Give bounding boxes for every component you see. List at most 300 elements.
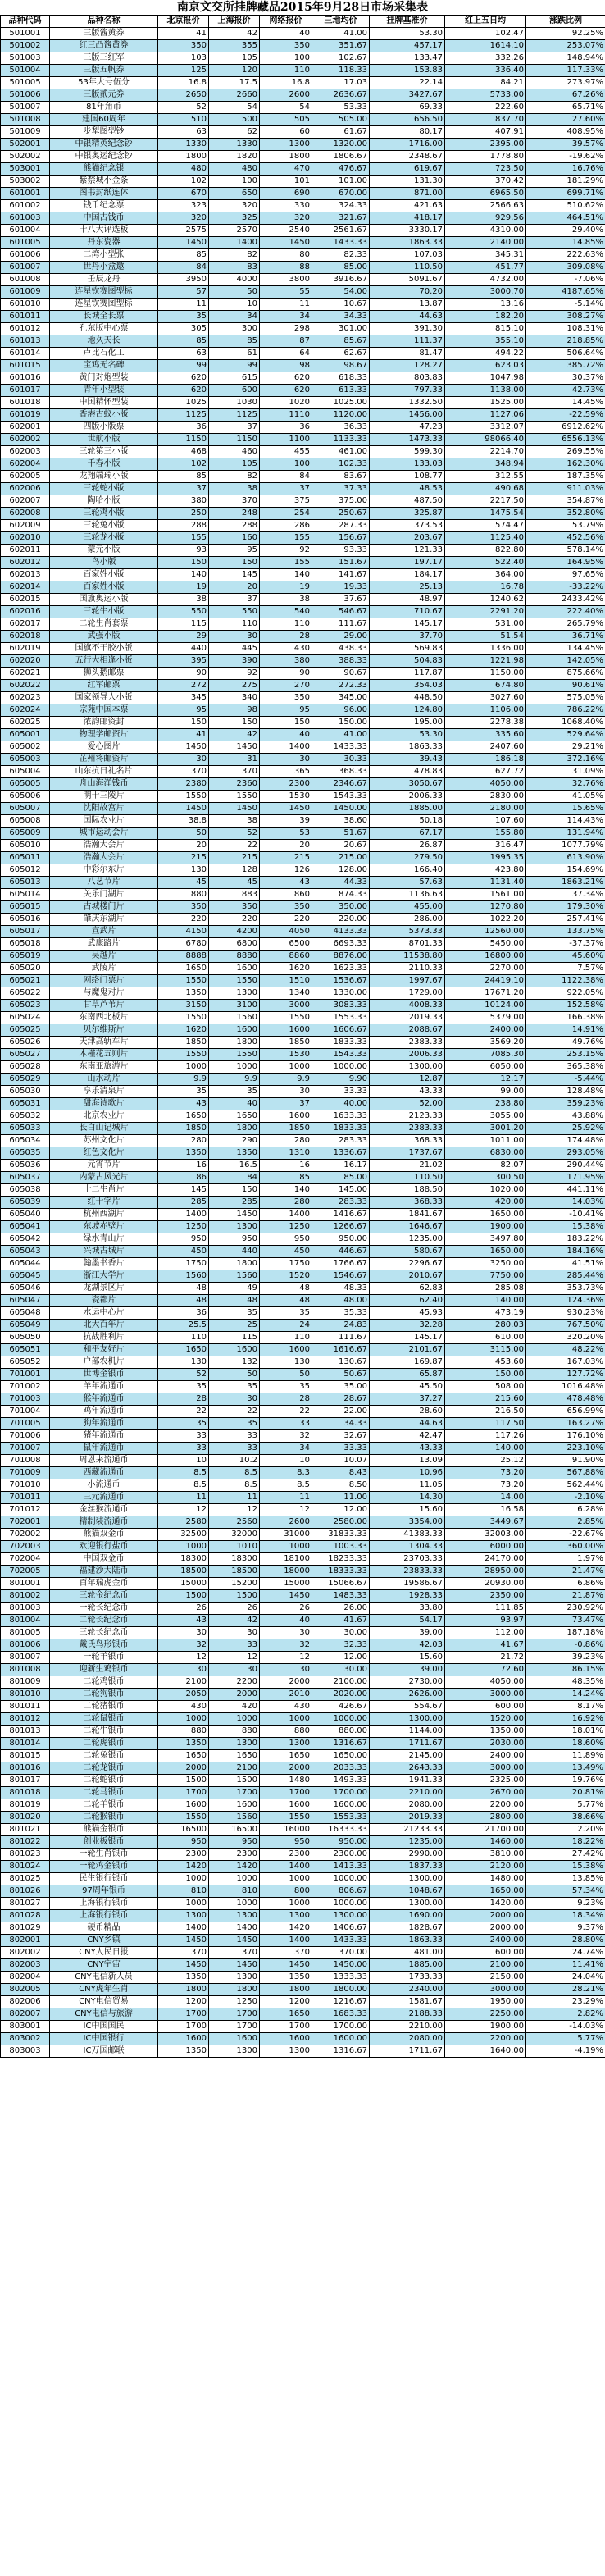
average-price-cell: 37.33: [312, 483, 370, 495]
change-ratio-cell: 290.44%: [526, 1160, 605, 1172]
shanghai-price-cell: 1550: [209, 975, 260, 987]
beijing-price-cell: 1550: [158, 1012, 209, 1024]
average-price-cell: 1433.33: [312, 1935, 370, 1947]
five-day-average-cell: 348.94: [445, 458, 526, 471]
code-cell: 801017: [1, 1775, 50, 1787]
five-day-average-cell: 140.00: [445, 1295, 526, 1307]
code-cell: 602019: [1, 643, 50, 655]
base-price-cell: 2145.00: [370, 1750, 445, 1762]
table-row: [1, 926, 605, 938]
table-row: [1, 1233, 605, 1246]
average-price-cell: 1600.00: [312, 2033, 370, 2045]
name-cell: 国旗不干胶小版: [50, 643, 158, 655]
shanghai-price-cell: 550: [209, 606, 260, 618]
online-price-cell: 88: [260, 262, 312, 274]
online-price-cell: 101: [260, 176, 312, 188]
average-price-cell: 8.43: [312, 1467, 370, 1479]
beijing-price-cell: 50: [158, 828, 209, 840]
name-cell: 翰墨书香片: [50, 1258, 158, 1270]
average-price-cell: 1120.00: [312, 409, 370, 422]
beijing-price-cell: 8.5: [158, 1467, 209, 1479]
five-day-average-cell: 335.60: [445, 729, 526, 741]
shanghai-price-cell: 1800: [209, 1037, 260, 1049]
shanghai-price-cell: 1550: [209, 791, 260, 803]
five-day-average-cell: 1650.00: [445, 1209, 526, 1221]
five-day-average-cell: 14.00: [445, 1492, 526, 1504]
base-price-cell: 169.87: [370, 1356, 445, 1369]
table-row: [1, 1885, 605, 1898]
table-row: [1, 1406, 605, 1418]
shanghai-price-cell: 288: [209, 520, 260, 532]
online-price-cell: 1450: [260, 237, 312, 249]
beijing-price-cell: 28: [158, 1393, 209, 1406]
beijing-price-cell: 550: [158, 606, 209, 618]
beijing-price-cell: 370: [158, 766, 209, 778]
average-price-cell: 1000.00: [312, 1898, 370, 1910]
table-row: [1, 655, 605, 668]
beijing-price-cell: 11: [158, 1492, 209, 1504]
code-cell: 605011: [1, 852, 50, 864]
change-ratio-cell: 133.75%: [526, 926, 605, 938]
beijing-price-cell: 20: [158, 840, 209, 852]
shanghai-price-cell: 50: [209, 286, 260, 299]
online-price-cell: 15000: [260, 1578, 312, 1590]
average-price-cell: 806.67: [312, 1885, 370, 1898]
base-price-cell: 1473.33: [370, 434, 445, 446]
base-price-cell: 2101.67: [370, 1344, 445, 1356]
shanghai-price-cell: 132: [209, 1356, 260, 1369]
name-cell: 享乐清泉片: [50, 1086, 158, 1098]
name-cell: 甘草芦苇片: [50, 1000, 158, 1012]
table-row: [1, 1541, 605, 1553]
shanghai-price-cell: 100: [209, 176, 260, 188]
shanghai-price-cell: 1300: [209, 987, 260, 1000]
average-price-cell: 1320.00: [312, 139, 370, 151]
code-cell: 602020: [1, 655, 50, 668]
five-day-average-cell: 4050.00: [445, 1676, 526, 1689]
beijing-price-cell: 1150: [158, 434, 209, 446]
shanghai-price-cell: 49: [209, 1283, 260, 1295]
shanghai-price-cell: 440: [209, 1246, 260, 1258]
shanghai-price-cell: 150: [209, 1184, 260, 1197]
shanghai-price-cell: 6800: [209, 938, 260, 951]
online-price-cell: 330: [260, 200, 312, 212]
code-cell: 605024: [1, 1012, 50, 1024]
base-price-cell: 57.63: [370, 877, 445, 889]
shanghai-price-cell: 1500: [209, 1775, 260, 1787]
online-price-cell: 37: [260, 483, 312, 495]
name-cell: 水运中心片: [50, 1307, 158, 1320]
table-row: [1, 594, 605, 606]
shanghai-price-cell: 1600: [209, 1024, 260, 1037]
name-cell: 长白山记城片: [50, 1123, 158, 1135]
average-price-cell: 96.00: [312, 704, 370, 717]
change-ratio-cell: 97.65%: [526, 569, 605, 581]
five-day-average-cell: 73.20: [445, 1479, 526, 1492]
table-row: [1, 557, 605, 569]
name-cell: 中银精英纪念钞: [50, 139, 158, 151]
base-price-cell: 11.05: [370, 1479, 445, 1492]
average-price-cell: 388.33: [312, 655, 370, 668]
name-cell: 卢比石化工: [50, 348, 158, 360]
average-price-cell: 283.33: [312, 1197, 370, 1209]
average-price-cell: 145.00: [312, 1184, 370, 1197]
beijing-price-cell: 32: [158, 1639, 209, 1652]
average-price-cell: 24.83: [312, 1320, 370, 1332]
beijing-price-cell: 90: [158, 668, 209, 680]
average-price-cell: 272.33: [312, 680, 370, 692]
table-row: [1, 2045, 605, 2058]
beijing-price-cell: 670: [158, 188, 209, 200]
change-ratio-cell: 529.64%: [526, 729, 605, 741]
code-cell: 503001: [1, 163, 50, 176]
five-day-average-cell: 1525.00: [445, 397, 526, 409]
name-cell: 内蒙古风光片: [50, 1172, 158, 1184]
name-cell: 中国双金币: [50, 1553, 158, 1566]
beijing-price-cell: 48: [158, 1283, 209, 1295]
five-day-average-cell: 5379.00: [445, 1012, 526, 1024]
average-price-cell: 48.00: [312, 1295, 370, 1307]
base-price-cell: 457.17: [370, 40, 445, 52]
shanghai-price-cell: 1800: [209, 1258, 260, 1270]
code-cell: 605049: [1, 1320, 50, 1332]
base-price-cell: 80.17: [370, 126, 445, 139]
code-cell: 601013: [1, 335, 50, 348]
average-price-cell: 30.00: [312, 1664, 370, 1676]
name-cell: 爱心图片: [50, 741, 158, 754]
beijing-price-cell: 1560: [158, 1270, 209, 1283]
online-price-cell: 37: [260, 1098, 312, 1110]
code-cell: 801021: [1, 1824, 50, 1836]
five-day-average-cell: 6965.50: [445, 188, 526, 200]
name-cell: 紫禁城小金条: [50, 176, 158, 188]
online-price-cell: 130: [260, 1356, 312, 1369]
base-price-cell: 421.63: [370, 200, 445, 212]
change-ratio-cell: -4.19%: [526, 2045, 605, 2058]
table-row: [1, 446, 605, 458]
average-price-cell: 33.33: [312, 1443, 370, 1455]
code-cell: 801015: [1, 1750, 50, 1762]
online-price-cell: 92: [260, 545, 312, 557]
average-price-cell: 1025.00: [312, 397, 370, 409]
five-day-average-cell: 3000.00: [445, 1984, 526, 1996]
beijing-price-cell: 1500: [158, 1775, 209, 1787]
shanghai-price-cell: 42: [209, 1615, 260, 1627]
five-day-average-cell: 4050.00: [445, 778, 526, 791]
shanghai-price-cell: 37: [209, 594, 260, 606]
code-cell: 602014: [1, 581, 50, 594]
change-ratio-cell: 15.38%: [526, 1221, 605, 1233]
shanghai-price-cell: 950: [209, 1233, 260, 1246]
change-ratio-cell: 39.57%: [526, 139, 605, 151]
average-price-cell: 1766.67: [312, 1258, 370, 1270]
average-price-cell: 20.67: [312, 840, 370, 852]
table-row: [1, 1738, 605, 1750]
average-price-cell: 44.33: [312, 877, 370, 889]
beijing-price-cell: 468: [158, 446, 209, 458]
online-price-cell: 950: [260, 1836, 312, 1849]
base-price-cell: 32.28: [370, 1320, 445, 1332]
online-price-cell: 1600: [260, 1344, 312, 1356]
base-price-cell: 121.33: [370, 545, 445, 557]
base-price-cell: 1646.67: [370, 1221, 445, 1233]
online-price-cell: 1100: [260, 434, 312, 446]
beijing-price-cell: 1450: [158, 237, 209, 249]
average-price-cell: 51.67: [312, 828, 370, 840]
code-cell: 602002: [1, 434, 50, 446]
online-price-cell: 35: [260, 1381, 312, 1393]
change-ratio-cell: 128.48%: [526, 1086, 605, 1098]
online-price-cell: 1700: [260, 1787, 312, 1799]
name-cell: 世航小版: [50, 434, 158, 446]
five-day-average-cell: 2100.00: [445, 1959, 526, 1972]
base-price-cell: 1863.33: [370, 1935, 445, 1947]
shanghai-price-cell: 8.5: [209, 1479, 260, 1492]
base-price-cell: 81.47: [370, 348, 445, 360]
online-price-cell: 350: [260, 40, 312, 52]
beijing-price-cell: 18500: [158, 1566, 209, 1578]
beijing-price-cell: 11: [158, 299, 209, 311]
table-row: [1, 729, 605, 741]
name-cell: 天津高轨车片: [50, 1037, 158, 1049]
base-price-cell: 188.50: [370, 1184, 445, 1197]
name-cell: 小流通币: [50, 1479, 158, 1492]
change-ratio-cell: 108.31%: [526, 323, 605, 335]
shanghai-price-cell: 390: [209, 655, 260, 668]
beijing-price-cell: 103: [158, 52, 209, 65]
table-row: [1, 864, 605, 877]
beijing-price-cell: 220: [158, 914, 209, 926]
beijing-price-cell: 1800: [158, 1984, 209, 1996]
five-day-average-cell: 674.80: [445, 680, 526, 692]
beijing-price-cell: 32500: [158, 1529, 209, 1541]
table-row: [1, 754, 605, 766]
code-cell: 501001: [1, 28, 50, 40]
table-row: [1, 1295, 605, 1307]
change-ratio-cell: 114.43%: [526, 815, 605, 828]
name-cell: 百年瑞虎金币: [50, 1578, 158, 1590]
table-row: [1, 1590, 605, 1603]
name-cell: 宣武片: [50, 926, 158, 938]
five-day-average-cell: 2400.00: [445, 1750, 526, 1762]
table-row: [1, 1627, 605, 1639]
average-price-cell: 130.67: [312, 1356, 370, 1369]
five-day-average-cell: 82.07: [445, 1160, 526, 1172]
change-ratio-cell: 223.10%: [526, 1443, 605, 1455]
average-price-cell: 1683.33: [312, 2008, 370, 2021]
code-cell: 801001: [1, 1578, 50, 1590]
code-cell: 601015: [1, 360, 50, 372]
table-row: [1, 1836, 605, 1849]
beijing-price-cell: 15000: [158, 1578, 209, 1590]
table-row: [1, 225, 605, 237]
average-price-cell: 12.00: [312, 1504, 370, 1516]
code-cell: 801004: [1, 1615, 50, 1627]
name-cell: 硬币精品: [50, 1922, 158, 1935]
average-price-cell: 54.00: [312, 286, 370, 299]
average-price-cell: 85.00: [312, 1172, 370, 1184]
name-cell: 熊猫金银币: [50, 1824, 158, 1836]
five-day-average-cell: 2270.00: [445, 963, 526, 975]
base-price-cell: 2210.00: [370, 2021, 445, 2033]
table-row: [1, 385, 605, 397]
five-day-average-cell: 627.72: [445, 766, 526, 778]
base-price-cell: 1737.67: [370, 1147, 445, 1160]
code-cell: 605045: [1, 1270, 50, 1283]
shanghai-price-cell: 1150: [209, 434, 260, 446]
table-row: [1, 914, 605, 926]
change-ratio-cell: 20.81%: [526, 1787, 605, 1799]
base-price-cell: 1300.00: [370, 1898, 445, 1910]
base-price-cell: 23833.33: [370, 1566, 445, 1578]
online-price-cell: 254: [260, 508, 312, 520]
online-price-cell: 540: [260, 606, 312, 618]
base-price-cell: 710.67: [370, 606, 445, 618]
name-cell: 千春小版: [50, 458, 158, 471]
average-price-cell: 1616.67: [312, 1344, 370, 1356]
base-price-cell: 145.17: [370, 1332, 445, 1344]
average-price-cell: 61.67: [312, 126, 370, 139]
change-ratio-cell: 578.14%: [526, 545, 605, 557]
name-cell: 金丝猴流通币: [50, 1504, 158, 1516]
online-price-cell: 1530: [260, 1049, 312, 1061]
beijing-price-cell: 1650: [158, 963, 209, 975]
table-row: [1, 1492, 605, 1504]
average-price-cell: 1316.67: [312, 2045, 370, 2058]
five-day-average-cell: 5450.00: [445, 938, 526, 951]
code-cell: 601009: [1, 286, 50, 299]
table-row: [1, 1184, 605, 1197]
online-price-cell: 100: [260, 458, 312, 471]
shanghai-price-cell: 12: [209, 1504, 260, 1516]
name-cell: 青年小型装: [50, 385, 158, 397]
table-row: [1, 951, 605, 963]
table-row: [1, 569, 605, 581]
name-cell: 福建沙大陆币: [50, 1566, 158, 1578]
five-day-average-cell: 364.00: [445, 569, 526, 581]
average-price-cell: 1333.33: [312, 1972, 370, 1984]
code-cell: 801010: [1, 1689, 50, 1701]
online-price-cell: 1250: [260, 1221, 312, 1233]
shanghai-price-cell: 275: [209, 680, 260, 692]
table-row: [1, 1935, 605, 1947]
change-ratio-cell: 14.45%: [526, 397, 605, 409]
five-day-average-cell: 531.00: [445, 618, 526, 631]
online-price-cell: 1750: [260, 1258, 312, 1270]
average-price-cell: 250.67: [312, 508, 370, 520]
table-row: [1, 1553, 605, 1566]
name-cell: 三版三红军: [50, 52, 158, 65]
beijing-price-cell: 1650: [158, 1344, 209, 1356]
table-row: [1, 262, 605, 274]
code-cell: 701008: [1, 1455, 50, 1467]
column-header: 品种名称: [50, 16, 158, 28]
table-row: [1, 1381, 605, 1393]
shanghai-price-cell: 2570: [209, 225, 260, 237]
average-price-cell: 1450.00: [312, 1959, 370, 1972]
name-cell: CNY电信贸易: [50, 1996, 158, 2008]
table-header-row: [1, 16, 605, 28]
beijing-price-cell: 16500: [158, 1824, 209, 1836]
table-row: [1, 1910, 605, 1922]
online-price-cell: 950: [260, 1233, 312, 1246]
change-ratio-cell: 1.97%: [526, 1553, 605, 1566]
code-cell: 605022: [1, 987, 50, 1000]
beijing-price-cell: 1800: [158, 151, 209, 163]
beijing-price-cell: 10: [158, 1455, 209, 1467]
code-cell: 501009: [1, 126, 50, 139]
change-ratio-cell: 14.24%: [526, 1689, 605, 1701]
five-day-average-cell: 112.00: [445, 1627, 526, 1639]
beijing-price-cell: 155: [158, 532, 209, 545]
table-row: [1, 1074, 605, 1086]
change-ratio-cell: 613.90%: [526, 852, 605, 864]
beijing-price-cell: 33: [158, 1430, 209, 1443]
online-price-cell: 450: [260, 1246, 312, 1258]
code-cell: 801022: [1, 1836, 50, 1849]
five-day-average-cell: 2030.00: [445, 1738, 526, 1750]
code-cell: 803001: [1, 2021, 50, 2033]
name-cell: 三版酱黄券: [50, 28, 158, 40]
name-cell: 鸟小版: [50, 557, 158, 569]
average-price-cell: 1266.67: [312, 1221, 370, 1233]
average-price-cell: 301.00: [312, 323, 370, 335]
five-day-average-cell: 508.00: [445, 1381, 526, 1393]
five-day-average-cell: 316.47: [445, 840, 526, 852]
base-price-cell: 418.17: [370, 212, 445, 225]
beijing-price-cell: 1450: [158, 1959, 209, 1972]
code-cell: 602024: [1, 704, 50, 717]
average-price-cell: 2020.00: [312, 1689, 370, 1701]
column-header: 红上五日均: [445, 16, 526, 28]
table-row: [1, 1504, 605, 1516]
base-price-cell: 54.17: [370, 1615, 445, 1627]
five-day-average-cell: 600.00: [445, 1947, 526, 1959]
average-price-cell: 1833.33: [312, 1123, 370, 1135]
change-ratio-cell: 154.69%: [526, 864, 605, 877]
table-row: [1, 828, 605, 840]
average-price-cell: 41.67: [312, 1615, 370, 1627]
beijing-price-cell: 1450: [158, 803, 209, 815]
online-price-cell: 220: [260, 914, 312, 926]
average-price-cell: 1600.00: [312, 1799, 370, 1812]
base-price-cell: 2348.67: [370, 151, 445, 163]
five-day-average-cell: 1350.00: [445, 1726, 526, 1738]
change-ratio-cell: 91.90%: [526, 1455, 605, 1467]
shanghai-price-cell: 460: [209, 446, 260, 458]
shanghai-price-cell: 42: [209, 729, 260, 741]
base-price-cell: 448.50: [370, 692, 445, 704]
shanghai-price-cell: 4000: [209, 274, 260, 286]
beijing-price-cell: 35: [158, 1381, 209, 1393]
column-header: 北京报价: [158, 16, 209, 28]
code-cell: 702005: [1, 1566, 50, 1578]
average-price-cell: 10.07: [312, 1455, 370, 1467]
beijing-price-cell: 30: [158, 754, 209, 766]
beijing-price-cell: 288: [158, 520, 209, 532]
beijing-price-cell: 350: [158, 901, 209, 914]
online-price-cell: 84: [260, 471, 312, 483]
table-row: [1, 889, 605, 901]
code-cell: 605026: [1, 1037, 50, 1049]
name-cell: 古城楼门片: [50, 901, 158, 914]
five-day-average-cell: 7750.00: [445, 1270, 526, 1283]
change-ratio-cell: 7.57%: [526, 963, 605, 975]
base-price-cell: 2210.00: [370, 1787, 445, 1799]
base-price-cell: 22.14: [370, 77, 445, 89]
average-price-cell: 62.67: [312, 348, 370, 360]
shanghai-price-cell: 445: [209, 643, 260, 655]
